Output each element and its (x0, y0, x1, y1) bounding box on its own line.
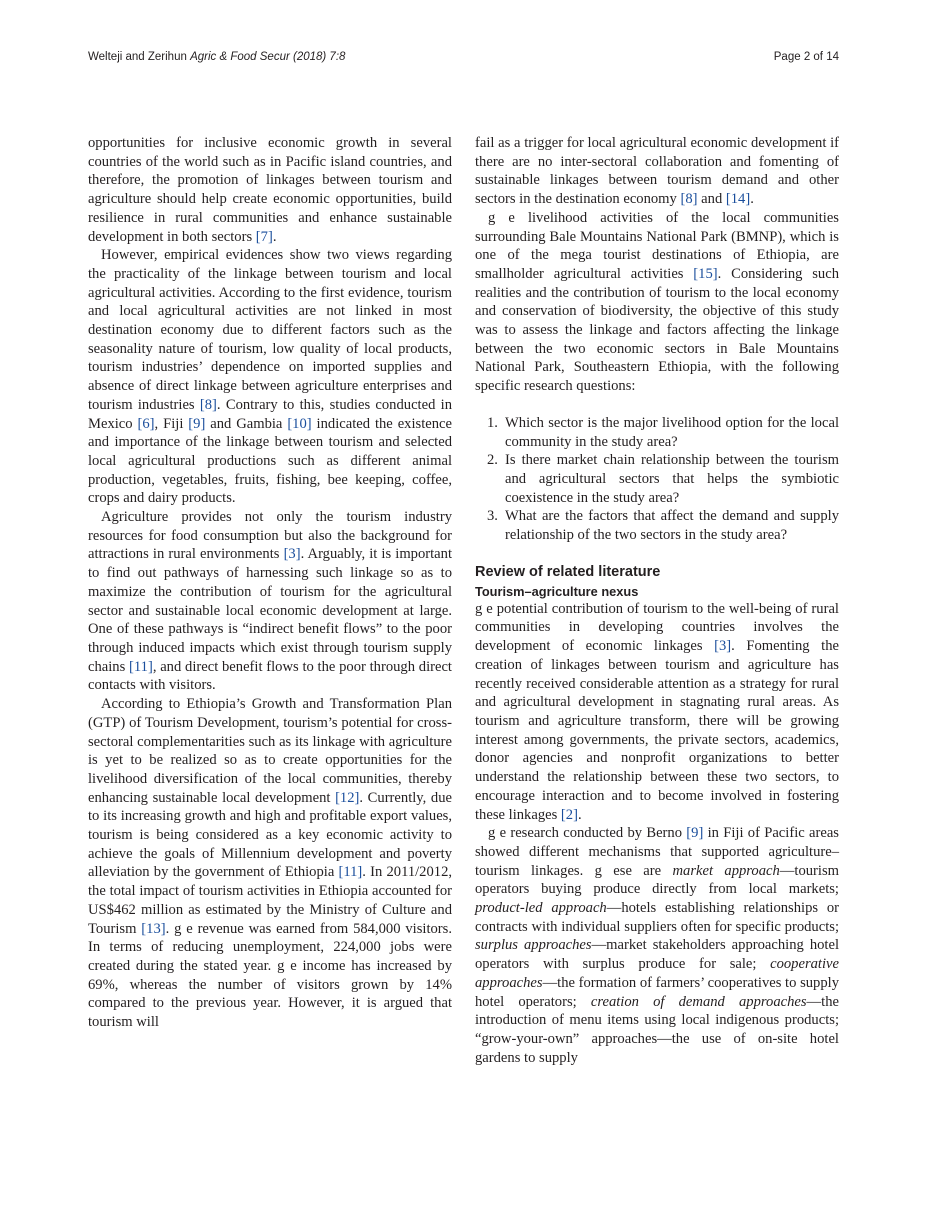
text-run: —hotels establishing relationships or contracts with individual suppliers often for specific products; (475, 900, 839, 935)
left-column (88, 134, 452, 1032)
list-item-text: What are the factors that affect the demand and supply relationship of the two sectors in the study area? (505, 508, 839, 544)
text-run: —market stakeholders approaching hotel operators with surplus produce for sale; (475, 937, 839, 973)
citation-link[interactable]: [15] (693, 265, 718, 282)
header-journal: Agric & Food Secur (190, 51, 290, 63)
text-run: . Contrary to this, studies conducted in Mexico (88, 396, 452, 432)
citation-link[interactable]: [9] (188, 415, 206, 432)
text-run: g e research conducted by Berno (488, 825, 687, 842)
text-run: . Currently, due to its increasing growth and high and profitable export values, tourism is being considered as a key economic activity to achieve the goals of Millennium development and poverty alleviation by the government of Ethiopia (88, 789, 452, 881)
emphasis: creation of demand approaches (590, 993, 807, 1010)
citation-link[interactable]: [8] (199, 396, 217, 413)
text-run: and (697, 191, 726, 208)
emphasis: cooperative approaches (475, 956, 839, 991)
paragraph (475, 209, 839, 396)
citation-link[interactable]: [13] (141, 920, 166, 937)
citation-link[interactable]: [3] (714, 638, 732, 655)
text-run: opportunities for inclusive economic growth in several countries of the world such as in Pacific island countries, and therefore, the promotion of linkages between tourism and agriculture should help create economic opportunities, build resilience in rural communities and enhance sustainable development in both sectors (88, 135, 452, 245)
text-run: in Fiji of Pacific areas showed different mechanisms that supported agriculture–tourism linkages. g ese are (475, 825, 839, 879)
list-item-text: Is there market chain relationship between the tourism and agricultural sectors that helps the symbiotic coexistence in the study area? (505, 452, 839, 506)
citation-link[interactable]: [7] (255, 228, 273, 245)
text-run: . g e revenue was earned from 584,000 visitors. In terms of reducing unemployment, 224,000 jobs were created during the stated year. g e income has increased by 69%, whereas the number of visitors grown by 14% compared to the previous year. However, it is argued that tourism will (88, 920, 452, 1031)
text-run: . Considering such realities and the contribution of tourism to the local economy and conservation of biodiversity, the objective of this study was to assess the linkage and factors affecting the linkage between the two economic sectors in Bale Mountains National Park, Southeastern Ethiopia, with the following specific research questions: (475, 265, 839, 395)
text-run: —the formation of farmers’ cooperatives to supply hotel operators; (475, 974, 839, 1010)
citation-link[interactable]: [11] (338, 864, 363, 881)
citation-link[interactable]: [14] (725, 191, 751, 208)
text-run: . Fomenting the creation of linkages between tourism and agriculture has recently received considerable attention as a strategy for rural and agricultural development in stagnating rural areas. As tourism and agriculture transform, there will be growing interest among governments, the private sectors, academics, donor agencies and nonprofit organizations to better understand the relationship between these two sectors, to encourage interaction and to become involved in fostering these linkages (475, 638, 839, 823)
list-item-text: Which sector is the major livelihood option for the local community in the study area? (505, 414, 839, 450)
paragraph (88, 134, 452, 246)
paragraph (88, 695, 452, 1032)
list-item (475, 507, 839, 544)
citation-link[interactable]: [11] (129, 658, 153, 675)
text-run: . In 2011/2012, the total impact of tourism activities in Ethiopia accounted for US$462 million as estimated by the Ministry of Culture and Tourism (88, 864, 453, 937)
text-run: , Fiji (154, 415, 189, 432)
text-run: —the introduction of menu items using local indigenous products; “grow-your-own” approaches—the use of on-site hotel gardens to supply (475, 993, 839, 1066)
right-column (475, 134, 839, 1067)
text-run: and Gambia (205, 415, 288, 432)
text-run: According to Ethiopia’s Growth and Transformation Plan (GTP) of Tourism Development, tourism’s potential for cross-sectoral complementarities such as its linkage with agriculture is yet to be realized so as to create opportunities for the livelihood diversification of the local communities, thereby enhancing sustainable local development (88, 696, 452, 806)
page-number: Page 2 of 14 (773, 51, 839, 63)
emphasis: surplus approaches (475, 937, 592, 954)
citation-link[interactable]: [12] (335, 789, 360, 806)
list-number: 2. (487, 452, 498, 469)
text-run: g e livelihood activities of the local communities surrounding Bale Mountains National Park (BMNP), which is one of the mega tourist destinations of Ethiopia, are smallholder agricultural activities (475, 209, 839, 282)
text-run: —tourism operators buying produce directly from local markets; (475, 862, 839, 898)
citation-link[interactable]: [2] (560, 806, 578, 823)
text-run: , and direct benefit flows to the poor through direct contacts with visitors. (88, 658, 452, 694)
text-run: indicated the existence and importance of the linkage between tourism and selected local agricultural productions such as different animal production, vegetables, fruits, fishing, bee keeping, coffee, crops and dairy products. (88, 415, 452, 507)
citation-link[interactable]: [8] (680, 191, 698, 208)
header-authors: Welteji and Zerihun (88, 51, 187, 63)
text-run: . Arguably, it is important to find out pathways of harnessing such linkage so as to maximize the contribution of tourism for the agricultural sector and sustainable local economic development at large. One of these pathways is “indirect benefit flows” to the poor through induced impacts which exist through tourism supply chains (88, 546, 453, 675)
citation-link[interactable]: [3] (283, 546, 301, 563)
list-item (475, 414, 839, 451)
paragraph (475, 600, 839, 824)
text-run: However, empirical evidences show two views regarding the practicality of the linkage between tourism and local agricultural activities. According to the first evidence, tourism and local agricultural activities are not linked in most destination economy due to different factors such as the seasonality nature of tourism, low quality of local products, tourism industries’ dependence on imported supplies and absence of direct linkage between agriculture enterprises and tourism industries (88, 247, 452, 413)
citation-link[interactable]: [6] (137, 415, 155, 432)
research-questions-list (475, 414, 839, 545)
paragraph (88, 508, 452, 695)
citation-link[interactable]: [10] (287, 415, 312, 432)
text-run: . (577, 806, 582, 823)
subsection-heading: Tourism–agriculture nexus (475, 583, 639, 599)
text-run: fail as a trigger for local agricultural economic development if there are no inter-sectoral collaboration and fomenting of sustainable linkages between tourism demand and other sectors in the destination economy (475, 135, 839, 208)
list-number: 3. (487, 508, 498, 525)
list-item (475, 451, 839, 507)
text-run: . (750, 191, 754, 208)
text-run: . (272, 228, 277, 245)
citation-link[interactable]: [9] (686, 825, 704, 842)
paragraph (475, 134, 839, 209)
text-run: Agriculture provides not only the tourism industry resources for food consumption but also the background for attractions in rural environments (88, 509, 452, 563)
emphasis: market approach (672, 862, 780, 879)
paragraph (475, 824, 839, 1067)
running-header (88, 51, 345, 63)
paragraph (88, 246, 452, 508)
list-number: 1. (487, 414, 498, 431)
text-run: g e potential contribution of tourism to the well-being of rural communities in developing countries involves the development of economic linkages (475, 600, 839, 655)
section-heading: Review of related literature (475, 563, 661, 580)
header-citation: (2018) 7:8 (293, 51, 346, 63)
emphasis: product-led approach (475, 900, 607, 917)
